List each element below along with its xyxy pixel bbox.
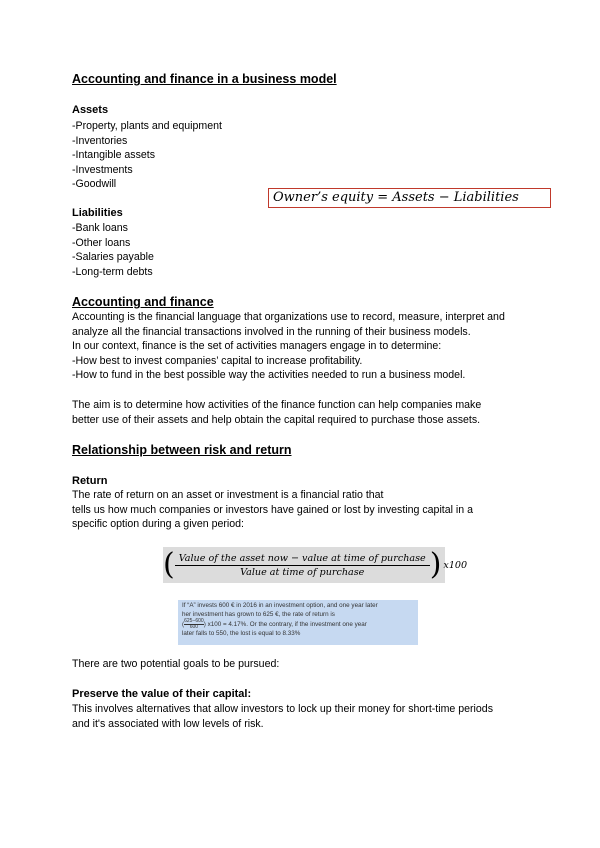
- preserve-heading: Preserve the value of their capital:: [72, 688, 252, 700]
- paragraph-line: -How to fund in the best possible way the activities needed to run a business model.: [72, 369, 466, 382]
- paragraph-line: In our context, finance is the set of activities managers engage in to determine:: [72, 340, 442, 353]
- formula-multiplier: x100: [443, 559, 468, 571]
- paragraph-line: better use of their assets and help obtain the capital required to purchase those assets.: [72, 413, 481, 426]
- list-item: -Bank loans: [72, 222, 128, 234]
- paragraph-line: Accounting is the financial language that organizations use to record, measure, interpret and: [72, 311, 505, 323]
- list-item: -Intangible assets: [72, 149, 156, 162]
- formula-numerator: Value of the asset now − value at time of purchase: [175, 553, 430, 566]
- paragraph-line: The aim is to determine how activities of the finance function can help companies make: [72, 399, 482, 411]
- list-item: -Goodwill: [72, 178, 117, 191]
- paragraph-line: and it's associated with low levels of risk.: [72, 717, 264, 730]
- list-item: -Inventories: [72, 134, 128, 147]
- return-formula: [163, 547, 468, 583]
- paragraph-line: -How best to invest companies’ capital to increase profitability.: [72, 354, 363, 367]
- example-line: ( $\frac{625-600}{600}$ ) x100 = 4.17%. Or the contrary, if the investment one year: [182, 618, 367, 631]
- example-line: her investment has grown to 625 €, the rate of return is: [182, 610, 335, 618]
- list-item: -Investments: [72, 163, 133, 176]
- paragraph-line: tells us how much companies or investors have gained or lost by investing capital in a: [72, 503, 474, 516]
- paragraph-line: The rate of return on an asset or investment is a financial ratio that: [72, 489, 384, 501]
- example-box: [178, 600, 418, 645]
- right-paren-icon: ): [429, 547, 442, 582]
- paragraph-line: specific option during a given period:: [72, 518, 244, 531]
- liabilities-heading: Liabilities: [72, 207, 123, 219]
- example-fraction: $\frac{625-600}{600}$: [184, 618, 204, 631]
- paragraph-line: This involves alternatives that allow investors to lock up their money for short-time periods: [72, 703, 493, 715]
- paragraph-line: There are two potential goals to be pursued:: [72, 658, 280, 670]
- assets-heading: Assets: [72, 104, 109, 116]
- section-heading-accounting-finance: Accounting and finance: [72, 295, 214, 309]
- left-paren-icon: (: [163, 547, 175, 582]
- return-heading: Return: [72, 475, 108, 487]
- equity-equation: Owner’s equity = Assets − Liabilities: [268, 188, 551, 208]
- page-title: Accounting and finance in a business model: [72, 72, 337, 86]
- example-line: later falls to 550, the lost is equal to 8.33%: [182, 630, 301, 638]
- list-item: -Other loans: [72, 236, 131, 249]
- list-item: -Salaries payable: [72, 251, 154, 264]
- paragraph-line: analyze all the financial transactions involved in the running of their business models.: [72, 325, 471, 338]
- example-line: If “A” invests 600 € in 2016 in an investment option, and one year later: [182, 602, 378, 609]
- formula-denominator: Value at time of purchase: [240, 566, 365, 578]
- section-heading-risk-return: Relationship between risk and return: [72, 443, 292, 457]
- formula-fraction: [175, 553, 430, 578]
- list-item: -Long-term debts: [72, 265, 153, 278]
- list-item: -Property, plants and equipment: [72, 120, 222, 132]
